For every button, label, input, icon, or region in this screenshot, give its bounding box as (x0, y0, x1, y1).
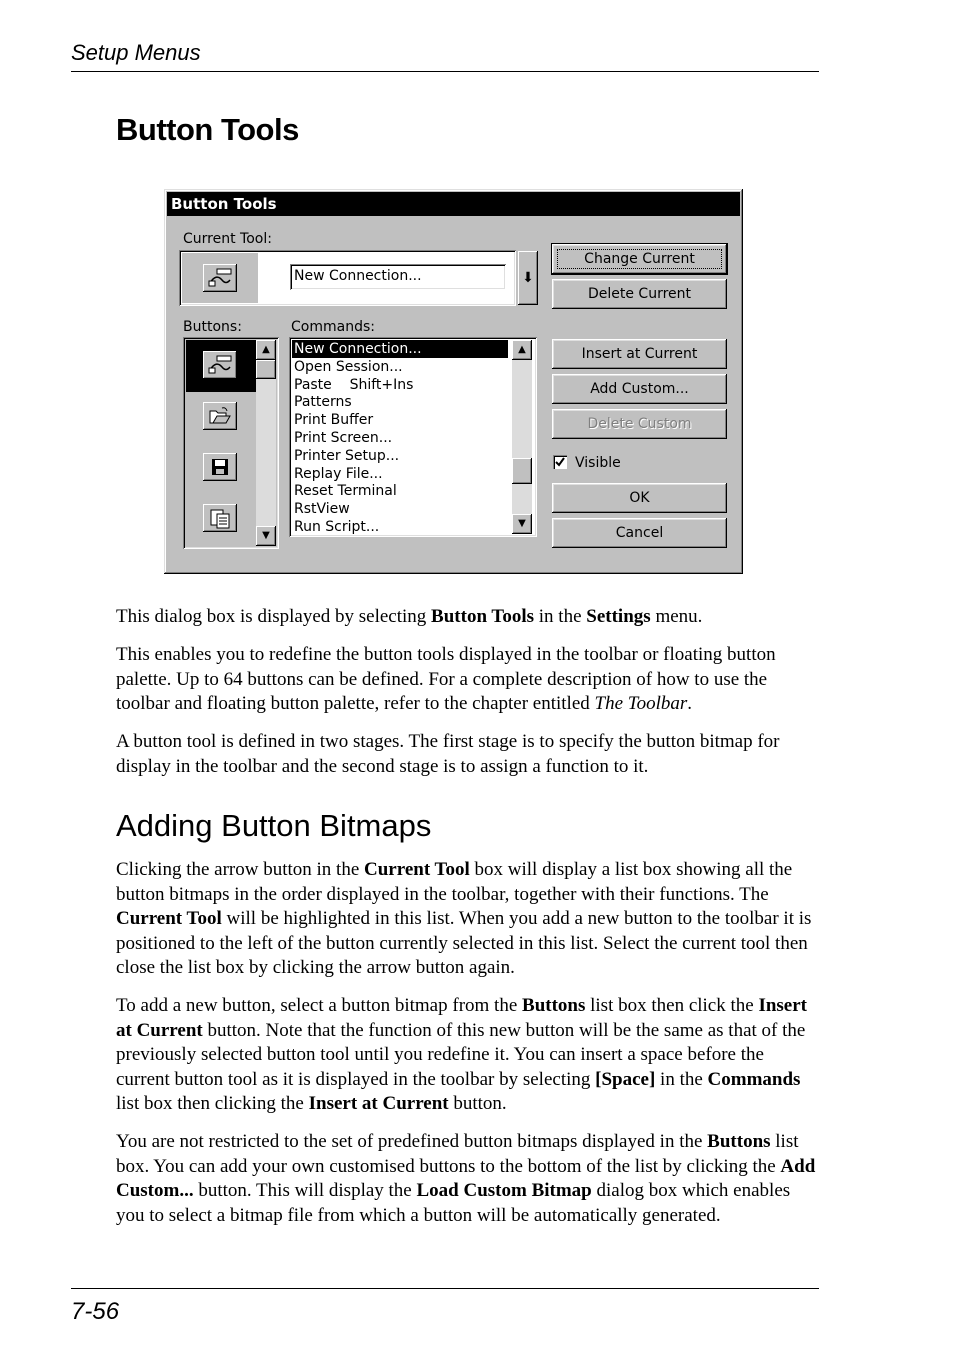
command-list-item[interactable]: Print Buffer (294, 412, 374, 429)
command-list-item[interactable]: Run Script... (294, 519, 380, 535)
insert-at-current-button[interactable]: Insert at Current (552, 339, 727, 369)
text: . (687, 693, 693, 715)
command-list-item[interactable]: Open Session... (294, 358, 403, 375)
current-tool-value: New Connection... (294, 268, 422, 284)
change-current-button[interactable] (552, 244, 727, 274)
emphasis: Insert at Current (308, 1093, 449, 1115)
section-heading: Adding Button Bitmaps (116, 808, 432, 843)
add-custom-button[interactable]: Add Custom... (552, 374, 727, 404)
dialog-title-bar: Button Tools (167, 192, 740, 216)
scroll-up-button[interactable] (512, 340, 532, 360)
arrow-button-paragraph (116, 858, 821, 981)
current-tool-dropdown-button[interactable] (518, 251, 538, 305)
command-list-item[interactable]: Paste Shift+Ins (294, 376, 414, 393)
open-folder-icon[interactable] (203, 402, 237, 430)
current-tool-field[interactable] (290, 264, 506, 290)
chapter-reference: The Toolbar (594, 693, 688, 715)
emphasis: Add Custom... (116, 1155, 816, 1202)
custom-button-paragraph (116, 1130, 821, 1228)
delete-custom-button[interactable]: Delete Custom (552, 409, 727, 439)
arrow-up-icon: ▲ (518, 344, 526, 355)
text: will be highlighted in this list. When you add a new button to the toolbar it is positioned to the left of the button currently selected in this list. Select the current tool then close the list box by clicking the arrow button again. (116, 908, 812, 979)
scroll-thumb[interactable] (256, 360, 276, 379)
page-title: Button Tools (116, 112, 299, 147)
text: Clicking the arrow button in the (116, 859, 365, 880)
arrow-down-icon: ⬇ (522, 270, 534, 286)
text: in the (655, 1068, 708, 1090)
footer-rule (71, 1288, 819, 1289)
running-header: Setup Menus (71, 40, 201, 65)
command-list-item[interactable]: Printer Setup... (294, 447, 400, 464)
save-disk-icon[interactable] (203, 453, 237, 481)
paste-clipboard-icon[interactable] (203, 504, 237, 532)
change-current-label: Change Current (584, 251, 695, 267)
buttons-label: Buttons: (183, 319, 242, 335)
cancel-button[interactable]: Cancel (552, 518, 727, 548)
command-list-item[interactable]: Patterns (294, 394, 352, 411)
description-paragraph (116, 643, 821, 717)
stages-paragraph: A button tool is defined in two stages. The first stage is to specify the button bitmap for display in the toolbar and the second stage is to assign a function to it. (116, 731, 780, 777)
button-tools-dialog (164, 189, 743, 574)
header-rule (71, 71, 819, 72)
current-tool-icon-area (182, 253, 258, 303)
emphasis: Commands (707, 1068, 801, 1090)
text: list box. You can add your own customised buttons to the bottom of the list by clicking the (116, 1131, 799, 1177)
command-list-item[interactable]: Print Screen... (294, 430, 393, 446)
text: button. This will display the (193, 1180, 417, 1202)
text: list box then click the (585, 995, 759, 1016)
emphasis: Settings (586, 606, 651, 627)
focus-rect (557, 249, 722, 269)
buttons-listbox[interactable] (183, 337, 279, 549)
text: This enables you to redefine the button tools displayed in the toolbar or floating button palette. Up to 64 buttons can be defined. For a complete description of how to use the toolbar and floating button palette, refer to the chapter entitled (116, 644, 776, 715)
text: You are not restricted to the set of predefined button bitmaps displayed in the (116, 1131, 708, 1152)
text: This dialog box is displayed by selecting (116, 606, 432, 627)
emphasis: Button Tools (431, 606, 535, 627)
text: To add a new button, select a button bitmap from the (116, 995, 523, 1016)
command-list-item[interactable]: Reset Terminal (294, 483, 397, 500)
connection-icon[interactable] (203, 351, 237, 379)
emphasis: [Space] (595, 1068, 656, 1090)
arrow-down-icon: ▼ (518, 518, 526, 529)
visible-checkbox[interactable] (553, 455, 567, 469)
text: dialog box which enables you to select a bitmap file from which a button will be automatically generated. (116, 1180, 791, 1226)
command-list-item[interactable]: Replay File... (294, 465, 383, 482)
connection-icon (203, 264, 237, 292)
commands-label: Commands: (291, 319, 375, 335)
command-list-item[interactable]: RstView (294, 501, 350, 518)
checkmark-icon (553, 455, 567, 469)
text: list box then clicking the (116, 1093, 309, 1115)
scroll-down-button[interactable] (512, 514, 532, 534)
arrow-down-icon: ▼ (262, 530, 270, 541)
visible-label: Visible (575, 455, 621, 471)
add-button-paragraph (116, 994, 821, 1117)
page-number: 7-56 (71, 1298, 120, 1325)
command-list-item[interactable]: New Connection... (292, 340, 508, 358)
text: box will display a list box showing all the button bitmaps in the order displayed in the toolbar, together with their functions. The (116, 859, 793, 905)
emphasis: Buttons (522, 995, 586, 1016)
emphasis: Current Tool (116, 908, 222, 930)
text: button. (448, 1093, 507, 1115)
emphasis: Insert at Current (116, 995, 808, 1041)
commands-scrollbar[interactable] (512, 340, 532, 534)
text: menu. (650, 606, 703, 627)
current-tool-box (179, 250, 516, 306)
emphasis: Buttons (707, 1131, 771, 1152)
scroll-down-button[interactable] (256, 526, 276, 546)
intro-paragraph (116, 605, 821, 630)
text: button. Note that the function of this new button will be the same as that of the previously selected button tool until you redefine it. You can insert a space before the current button tool as it is displayed in the toolbar by selecting (116, 1019, 806, 1090)
emphasis: Load Custom Bitmap (416, 1180, 592, 1202)
text: in the (534, 606, 587, 627)
commands-listbox[interactable] (289, 337, 537, 537)
emphasis: Current Tool (364, 859, 470, 880)
scroll-up-button[interactable] (256, 340, 276, 360)
delete-current-button[interactable]: Delete Current (552, 279, 727, 309)
arrow-up-icon: ▲ (262, 344, 270, 355)
current-tool-label: Current Tool: (183, 231, 272, 247)
ok-button[interactable]: OK (552, 483, 727, 513)
scroll-thumb[interactable] (512, 458, 532, 484)
